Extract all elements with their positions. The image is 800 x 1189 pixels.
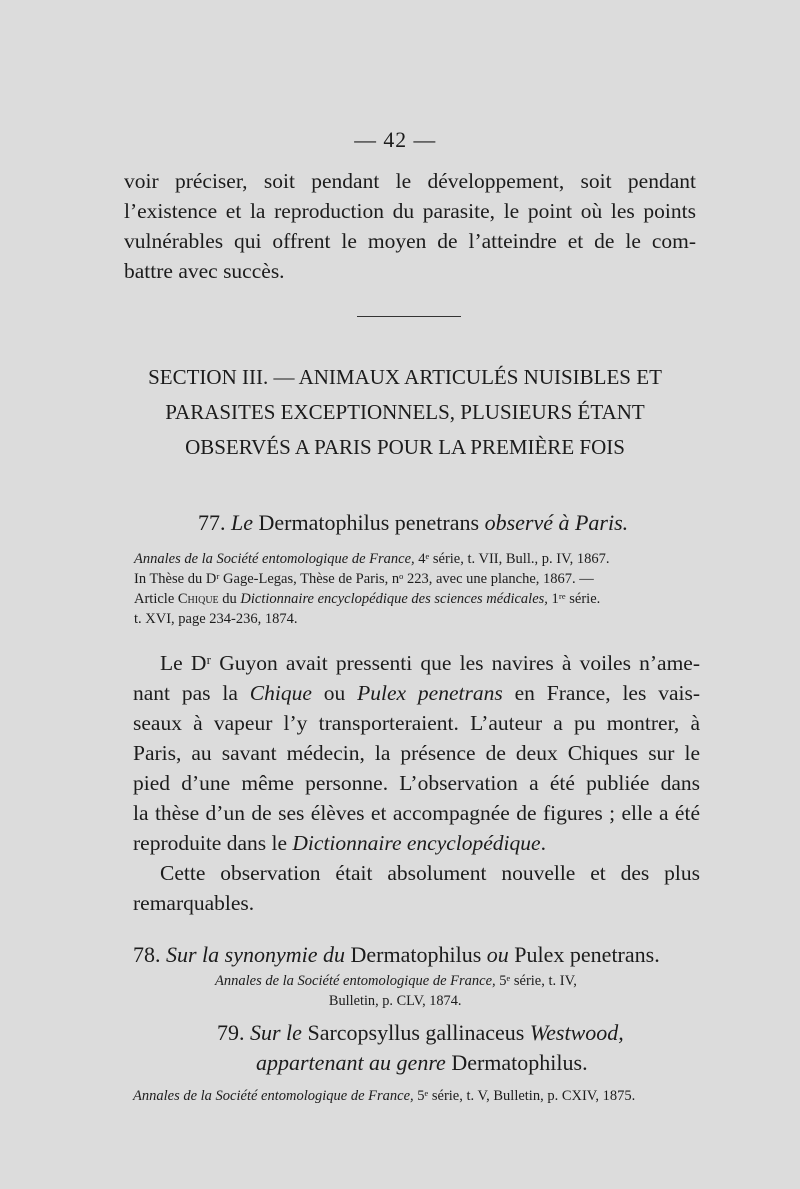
entry-79-title-line2: [256, 1048, 588, 1078]
text-line: remarquables.: [133, 891, 255, 915]
text-run: .: [540, 831, 546, 855]
text-run: reproduite dans le: [133, 831, 293, 855]
section-heading-line: PARASITES EXCEPTIONNELS, PLUSIEURS ÉTANT: [165, 400, 645, 424]
text-line: l’existence et la reproduction du parasite, le point où les points: [124, 199, 696, 223]
reference-journal: Dictionnaire encyclopédique des sciences médicales,: [240, 591, 548, 607]
text-line: [133, 828, 546, 858]
text-line: [133, 708, 700, 738]
reference-line: [133, 1086, 635, 1106]
text-line: vulnérables qui offrent le moyen de l’atteindre et de le com-: [124, 229, 696, 253]
reference-detail: du: [222, 591, 237, 607]
title-italic: Sur le: [250, 1020, 302, 1045]
reference-journal: Annales de la Société entomologique de France,: [134, 551, 415, 567]
title-genus: Sarcopsyllus gallinaceus: [307, 1020, 525, 1045]
title-genus: Dermatophilus penetrans: [258, 510, 480, 535]
reference-line: In Thèse du Dʳ Gage-Legas, Thèse de Paris, nᵒ 223, avec une planche, 1867. —: [134, 571, 594, 587]
text-line: Cette observation était absolument nouvelle et des plus: [160, 861, 700, 885]
page-number: — 42 —: [354, 127, 437, 152]
reference-line: t. XVI, page 234-236, 1874.: [134, 611, 298, 627]
section-heading-line: OBSERVÉS A PARIS POUR LA PREMIÈRE FOIS: [185, 435, 625, 459]
reference-detail: Article: [134, 591, 175, 607]
reference-smallcaps: Chique: [177, 591, 219, 607]
text-run: en France, les vais-: [502, 681, 700, 705]
text-run: nant pas la: [133, 681, 250, 705]
title-genus: Dermatophilus: [350, 942, 482, 967]
reference-line: [134, 549, 610, 569]
title-italic: observé à Paris.: [484, 510, 629, 535]
entry-number: 77.: [198, 510, 226, 535]
text-line: battre avec succès.: [124, 259, 285, 283]
italic-run: Pulex penetrans: [357, 681, 503, 705]
reference-detail: 1ʳᵉ série.: [551, 591, 601, 607]
text-run: pied d’une même personne. L’observation a été publiée dans: [133, 771, 700, 795]
reference-journal: Annales de la Société entomologique de France,: [215, 973, 496, 989]
reference-line: [215, 971, 577, 991]
text-run: ou: [311, 681, 358, 705]
reference-detail: 4ᵉ série, t. VII, Bull., p. IV, 1867.: [418, 551, 610, 567]
section-divider: [357, 316, 461, 317]
text-line: [133, 678, 700, 708]
text-run: Le Dʳ Guyon avait pressenti que les navires à voiles n’ame-: [160, 651, 700, 675]
title-italic: appartenant au genre: [256, 1050, 446, 1075]
title-italic: Sur la synonymie du: [166, 942, 346, 967]
reference-line: Bulletin, p. CLV, 1874.: [328, 993, 462, 1009]
text-run: la thèse d’un de ses élèves et accompagnée de figures ; elle a été: [133, 801, 700, 825]
text-line: [133, 768, 700, 798]
title-italic: ou: [486, 942, 509, 967]
text-line: [133, 738, 700, 768]
title-italic: Westwood,: [529, 1020, 624, 1045]
reference-detail: 5ᵉ série, t. IV,: [499, 973, 577, 989]
entry-number: 78.: [133, 942, 161, 967]
entry-78-title: [133, 940, 660, 970]
italic-run: Dictionnaire encyclopédique: [292, 831, 541, 855]
text-run: seaux à vapeur l’y transporteraient. L’auteur a pu montrer, à: [133, 711, 700, 735]
entry-77-title: [198, 508, 628, 538]
entry-number: 79.: [217, 1020, 245, 1045]
text-line: [133, 798, 700, 828]
text-line: voir préciser, soit pendant le développement, soit pendant: [124, 169, 696, 193]
text-run: Paris, au savant médecin, la présence de deux Chiques sur le: [133, 741, 700, 765]
title-genus: Dermatophilus.: [451, 1050, 588, 1075]
section-heading-line: SECTION III. — ANIMAUX ARTICULÉS NUISIBLES ET: [148, 365, 662, 389]
title-italic: Le: [231, 510, 253, 535]
italic-run: Chique: [249, 681, 312, 705]
reference-line: [134, 589, 600, 609]
reference-journal: Annales de la Société entomologique de France,: [133, 1088, 414, 1104]
title-genus: Pulex penetrans.: [514, 942, 660, 967]
entry-79-title: [217, 1018, 624, 1048]
reference-detail: 5ᵉ série, t. V, Bulletin, p. CXIV, 1875.: [417, 1088, 636, 1104]
text-line: [160, 648, 700, 678]
